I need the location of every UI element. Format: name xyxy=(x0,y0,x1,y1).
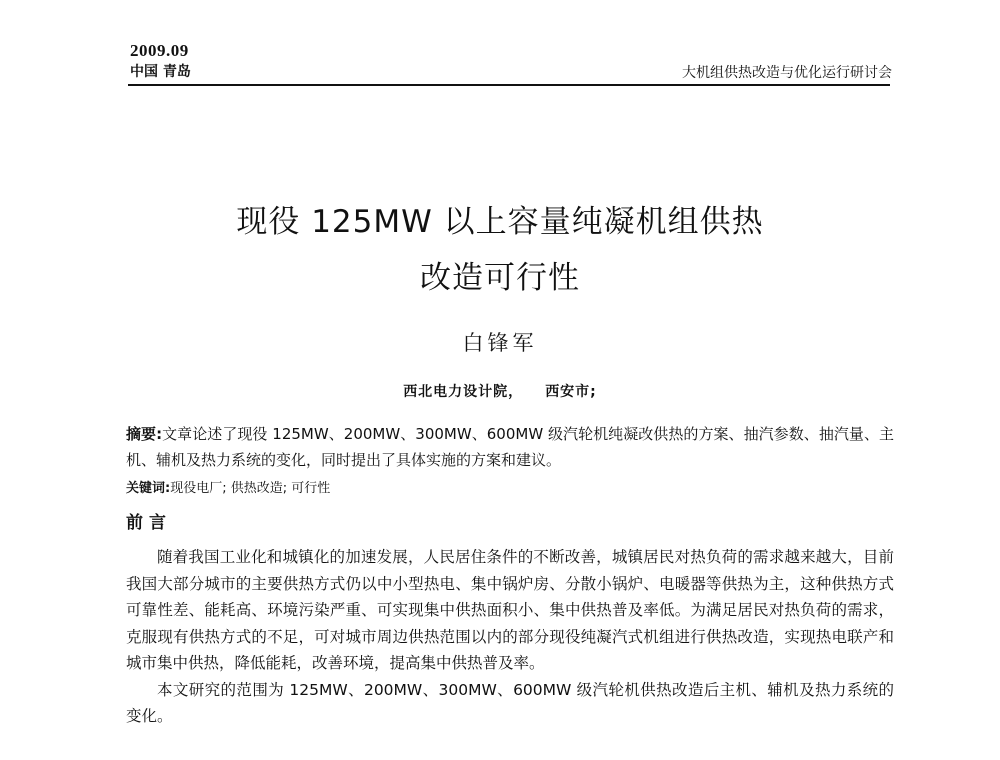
body-paragraph: 随着我国工业化和城镇化的加速发展，人民居住条件的不断改善，城镇居民对热负荷的需求越来越大，目前我国大部分城市的主要供热方式仍以中小型热电、集中锅炉房、分散小锅炉、电暖器等供热为主，这种供热方式可靠性差、能耗高、环境污染严重、可实现集中供热面积小、集中供热普及率低。为满足居民对热负荷的需求，克服现有供热方式的不足，可对城市周边供热范围以内的部分现役纯凝汽式机组进行供热改造，实现热电联产和城市集中供热，降低能耗，改善环境，提高集中供热普及率。 xyxy=(126,548,894,672)
abstract-text: 文章论述了现役 125MW、200MW、300MW、600MW 级汽轮机纯凝改供热的方案、抽汽参数、抽汽量、主机、辅机及热力系统的变化，同时提出了具体实施的方案和建议。 xyxy=(126,425,895,469)
affiliation-city: 西安市; xyxy=(545,384,597,400)
author-name: 白锋军 xyxy=(462,331,538,355)
affiliation xyxy=(0,381,1000,401)
affiliation-institute: 西北电力设计院， xyxy=(403,384,524,400)
header-rule xyxy=(128,84,890,86)
body-text xyxy=(126,544,894,730)
paper-title-line-1: 现役 125MW 以上容量纯凝机组供热 xyxy=(236,204,764,240)
header-date: 2009.09 xyxy=(130,41,189,60)
keywords xyxy=(126,477,894,496)
keywords-text: 现役电厂; 供热改造; 可行性 xyxy=(170,481,331,496)
abstract-label: 摘要: xyxy=(126,425,163,443)
keywords-label: 关键词: xyxy=(126,481,171,496)
abstract xyxy=(126,421,894,473)
paper-title-line-2: 改造可行性 xyxy=(420,260,580,296)
body-paragraph: 本文研究的范围为 125MW、200MW、300MW、600MW 级汽轮机供热改造后主机、辅机及热力系统的变化。 xyxy=(126,680,894,725)
header-place: 中国 青岛 xyxy=(130,64,191,80)
section-title: 前言 xyxy=(126,513,172,533)
header-conference: 大机组供热改造与优化运行研讨会 xyxy=(682,65,892,81)
